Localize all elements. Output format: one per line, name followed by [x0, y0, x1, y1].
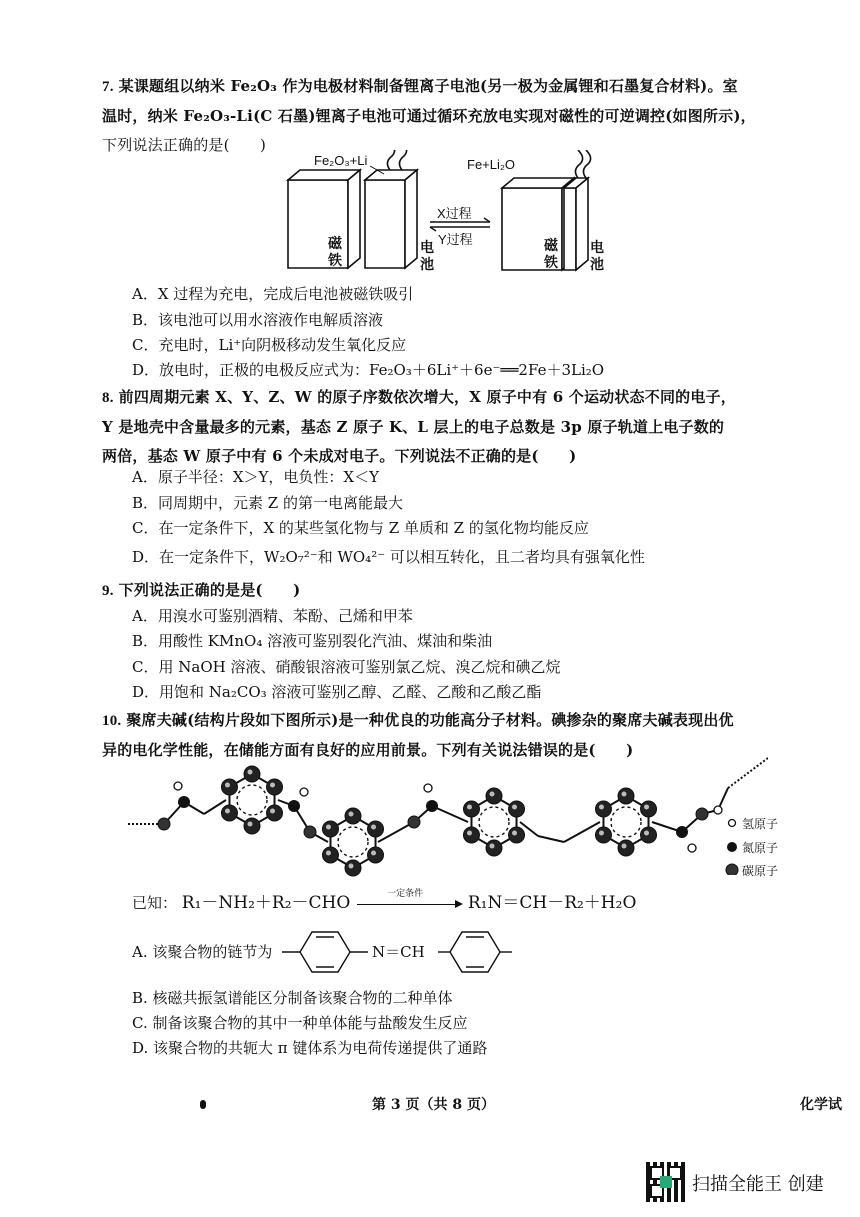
- carbon-atom: [486, 788, 502, 804]
- q8-option-b: B．同周期中，元素 Z 的第一电离能最大: [132, 494, 403, 512]
- legend-nitrogen: 氮原子: [742, 841, 779, 855]
- carbon-atom: [221, 805, 237, 821]
- carbon-atom: [322, 821, 338, 837]
- q8-option-a: A．原子半径：X＞Y，电负性：X＜Y: [132, 468, 379, 486]
- q7-line3: 下列说法正确的是( ): [102, 136, 267, 154]
- q7-backward-label: Y过程: [438, 232, 473, 247]
- q7-line1: 7. 某课题组以纳米 Fe₂O₃ 作为电极材料制备锂离子电池(另一极为金属锂和石墨复合材料)。室: [102, 77, 738, 95]
- carbon-atom: [641, 827, 657, 843]
- subject-label: 化学试: [800, 1097, 842, 1113]
- carbon-atom: [595, 827, 611, 843]
- benzene-rings: [221, 766, 656, 876]
- carbon-atom: [368, 847, 384, 863]
- carbon-atom: [509, 801, 525, 817]
- legend-carbon: 碳原子: [742, 864, 779, 878]
- page-number: 第 3 页（共 8 页）: [372, 1097, 495, 1113]
- question-7: [102, 72, 792, 160]
- q8-option-c: C．在一定条件下，X 的某些氢化物与 Z 单质和 Z 的氢化物均能反应: [132, 519, 589, 537]
- polymer-structure-figure: [128, 740, 768, 880]
- carbon-atom: [244, 818, 260, 834]
- q8-option-d: D．在一定条件下，W₂O₇²⁻和 WO₄²⁻ 可以相互转化，且二者均具有强氧化性: [132, 548, 645, 566]
- q7-option-b: B．该电池可以用水溶液作电解质溶液: [132, 311, 384, 329]
- q7-forward-label: X过程: [437, 206, 472, 221]
- q7-option-a: A．X 过程为充电，完成后电池被磁铁吸引: [132, 285, 414, 303]
- known-reaction: [132, 888, 636, 914]
- q10-option-c: C. 制备该聚合物的其中一种单体能与盐酸发生反应: [132, 1014, 468, 1032]
- q7-line2: 温时，纳米 Fe₂O₃-Li(C 石墨)锂离子电池可通过循环充放电实现对磁性的可逆调控(如图所示)，: [102, 107, 756, 125]
- carbon-atom: [345, 860, 361, 876]
- q9-option-b: B．用酸性 KMnO₄ 溶液可鉴别裂化汽油、煤油和柴油: [132, 632, 493, 650]
- q7-magnet-right-label: 磁铁: [544, 238, 558, 271]
- carbon-atom: [618, 788, 634, 804]
- battery-left: [365, 150, 417, 268]
- repeat-unit-linkage: N＝CH: [372, 943, 425, 961]
- reaction-arrow: [355, 889, 463, 914]
- question-9: [102, 576, 792, 606]
- q8-line2: Y 是地壳中含量最多的元素，基态 Z 原子 K、L 层上的电子总数是 3p 原子轨道上电子数的: [102, 418, 725, 436]
- carbon-atom: [463, 827, 479, 843]
- nitrogen-atom-icon: [727, 842, 737, 852]
- qr-code-icon: [646, 1162, 686, 1202]
- footer-mark: [200, 1100, 206, 1109]
- q10-option-d: D. 该聚合物的共轭大 π 键体系为电荷传递提供了通路: [132, 1039, 488, 1057]
- known-prefix: 已知：: [132, 894, 178, 912]
- q7-left-formula: Fe₂O₃+Li: [314, 153, 368, 168]
- carbon-atom: [322, 847, 338, 863]
- q10-line1: 10. 聚席夫碱(结构片段如下图所示)是一种优良的功能高分子材料。碘掺杂的聚席夫碱表现出优: [102, 711, 734, 729]
- legend-symbols: [724, 815, 740, 875]
- hydrogen-atom-icon: [729, 820, 736, 827]
- carbon-atom: [244, 766, 260, 782]
- q7-right-formula: Fe+Li₂O: [467, 157, 516, 172]
- q9-line1: 9. 下列说法正确的是是( ): [102, 581, 301, 599]
- q9-option-a: A．用溴水可鉴别酒精、苯酚、己烯和甲苯: [132, 607, 413, 625]
- carbon-atom: [267, 779, 283, 795]
- q10-option-a-text: A. 该聚合物的链节为: [132, 943, 273, 961]
- q7-battery-left-label: 电池: [420, 240, 434, 273]
- benzene-ring: [463, 788, 524, 856]
- q7-option-c: C．充电时，Li⁺向阴极移动发生氧化反应: [132, 336, 407, 354]
- carbon-atom-icon: [726, 864, 738, 875]
- q7-option-d: D．放电时，正极的电极反应式为：Fe₂O₃＋6Li⁺＋6e⁻══2Fe＋3Li₂O: [132, 361, 605, 379]
- benzene-ring: [322, 808, 383, 876]
- q7-magnet-left-label: 磁铁: [328, 236, 342, 269]
- benzene-ring: [595, 788, 656, 856]
- q9-option-d: D．用饱和 Na₂CO₃ 溶液可鉴别乙醇、乙醛、乙酸和乙酸乙酯: [132, 683, 542, 701]
- q8-line1: 8. 前四周期元素 X、Y、Z、W 的原子序数依次增大，X 原子中有 6 个运动状态不同的电子，: [102, 388, 736, 406]
- reaction-condition: 一定条件: [387, 889, 424, 899]
- question-8: [102, 383, 792, 471]
- carbon-atom: [267, 805, 283, 821]
- known-products: R₁N＝CH－R₂＋H₂O: [467, 893, 637, 913]
- battery-right: [564, 150, 591, 270]
- magnet-left: [288, 170, 360, 268]
- q7-battery-right-label: 电池: [590, 240, 604, 273]
- carbon-atom: [595, 801, 611, 817]
- carbon-atom: [368, 821, 384, 837]
- carbon-atom: [486, 840, 502, 856]
- q10-option-a: [132, 928, 532, 976]
- carbon-atom: [463, 801, 479, 817]
- carbon-atom: [641, 801, 657, 817]
- benzene-ring: [221, 766, 282, 834]
- carbon-atom: [345, 808, 361, 824]
- legend-hydrogen: 氢原子: [742, 817, 779, 831]
- q9-option-c: C．用 NaOH 溶液、硝酸银溶液可鉴别氯乙烷、溴乙烷和碘乙烷: [132, 658, 561, 676]
- carbon-atom: [221, 779, 237, 795]
- carbon-atom: [618, 840, 634, 856]
- known-reactants: R₁－NH₂＋R₂－CHO: [181, 893, 351, 913]
- q10-option-b: B. 核磁共振氢谱能区分制备该聚合物的二种单体: [132, 989, 453, 1007]
- q8-line3: 两倍，基态 W 原子中有 6 个未成对电子。下列说法不正确的是( ): [102, 447, 577, 465]
- carbon-atom: [509, 827, 525, 843]
- watermark-text: 扫描全能王 创建: [692, 1174, 824, 1195]
- q10-line2: 异的电化学性能，在储能方面有良好的应用前景。下列有关说法错误的是( ): [102, 741, 634, 759]
